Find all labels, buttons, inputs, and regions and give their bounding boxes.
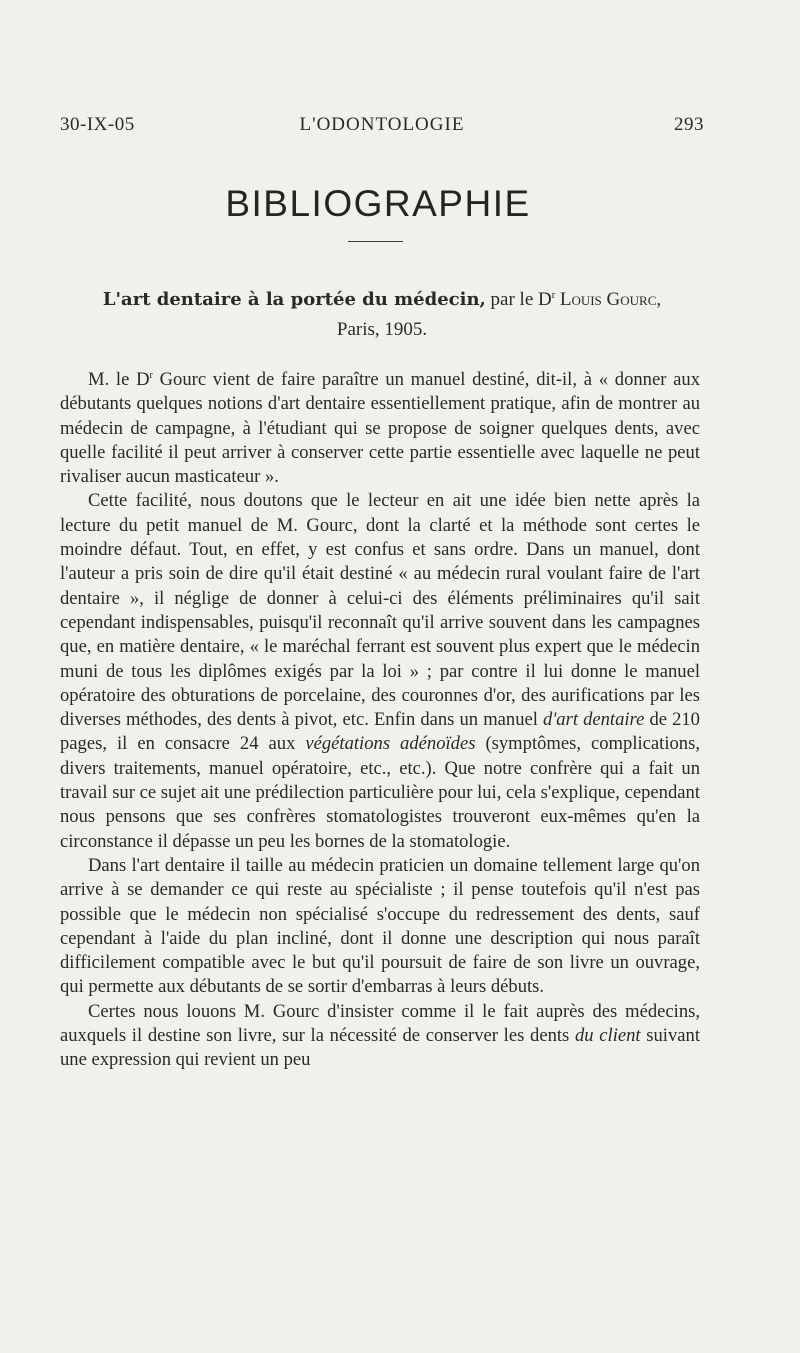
paragraph-2-italic-2: végétations adénoïdes	[305, 733, 476, 755]
paragraph-1-superscript: r	[149, 370, 153, 381]
paragraph-4-text-b: suivant une expression qui revient un peu	[60, 1025, 700, 1071]
page-number: 293	[674, 114, 704, 135]
dr-superscript: r	[551, 290, 556, 301]
running-head	[60, 114, 704, 144]
by-text: par le D	[490, 289, 552, 310]
book-reference	[62, 285, 702, 345]
paragraph-2-italic-1: d'art dentaire	[543, 709, 645, 731]
paragraph-3-text: Dans l'art dentaire il taille au médecin praticien un domaine tellement large qu'on arrive à se demander ce qui reste au spécialiste ; il pense toutefois qu'il n'est pas possible que le médecin non spécialisé s'occupe du redressement des dents, sauf cependant à l'aide du plan incliné, dont il donne une description qui nous paraît difficilement compatible avec le but qu'il poursuit de faire de son livre un ouvrage, qui permette aux débutants de se sortir d'embarras à leurs débuts.	[60, 854, 700, 998]
paragraph-2	[60, 489, 700, 853]
title-divider	[348, 241, 403, 242]
paragraph-1	[60, 368, 700, 489]
paragraph-4-text-a: Certes nous louons M. Gourc d'insister comme il le fait auprès des médecins, auxquels il destine son livre, sur la nécessité de conserver les dents	[60, 1000, 700, 1047]
publication-place-date: Paris, 1905.	[336, 319, 428, 340]
paragraph-2-text-b: de 210 pages, il en consacre 24 aux	[60, 709, 700, 755]
paragraph-4	[60, 1000, 700, 1073]
paragraph-3	[60, 854, 700, 1000]
paragraph-1-text-a: M. le D	[88, 369, 150, 390]
paragraph-2-text-a: Cette facilité, nous doutons que le lecteur en ait une idée bien nette après la lecture du petit manuel de M. Gourc, dont la clarté et la méthode sont certes le moindre défaut. Tout, en effet, y est confus et sans ordre. Dans un manuel, dont l'auteur a pris soin de dire qu'il était destiné « au médecin rural voulant faire de l'art dentaire », il néglige de donner à celui-ci des éléments préliminaires qu'il sait cependant indispensables, puisqu'il reconnaît qu'il arrive souvent dans les campagnes que, en matière dentaire, « le maréchal ferrant est souvent plus expert que le médecin muni de tous les diplômes exigés par la loi » ; par contre il lui donne le manuel opératoire des obturations de porcelaine, des couronnes d'or, des aurifications par les diverses méthodes, des dents à pivot, etc. Enfin dans un manuel	[60, 490, 700, 731]
paragraph-1-text-b: Gourc vient de faire paraître un manuel destiné, dit-il, à « donner aux débutants quelques notions d'art dentaire essentiellement pratique, afin de montrer au médecin de campagne, à l'étudiant qui se propose de soigner quelques dents, avec quelle facilité il peut arriver à conserver cette partie essentielle avec laquelle ne peut rivaliser aucun masticateur ».	[60, 369, 700, 488]
paragraph-4-italic-1: du client	[574, 1025, 641, 1047]
issue-date: 30-IX-05	[60, 114, 135, 135]
book-author: Louis Gourc,	[559, 289, 662, 310]
book-title: L'art dentaire à la portée du médecin,	[102, 289, 486, 310]
journal-name: L'ODONTOLOGIE	[299, 114, 465, 135]
section-title: BIBLIOGRAPHIE	[225, 183, 531, 224]
paragraph-2-text-c: (symptômes, complications, divers traitements, manuel opératoire, etc., etc.). Que notre confrère qui a fait un travail sur ce sujet ait une prédilection particulière pour lui, cela s'explique, cependant nous pensons que ses confrères stomatologistes trouveront eux-mêmes qu'en la circonstance il dépasse un peu les bornes de la stomatologie.	[60, 733, 700, 852]
review-text	[60, 368, 700, 1073]
